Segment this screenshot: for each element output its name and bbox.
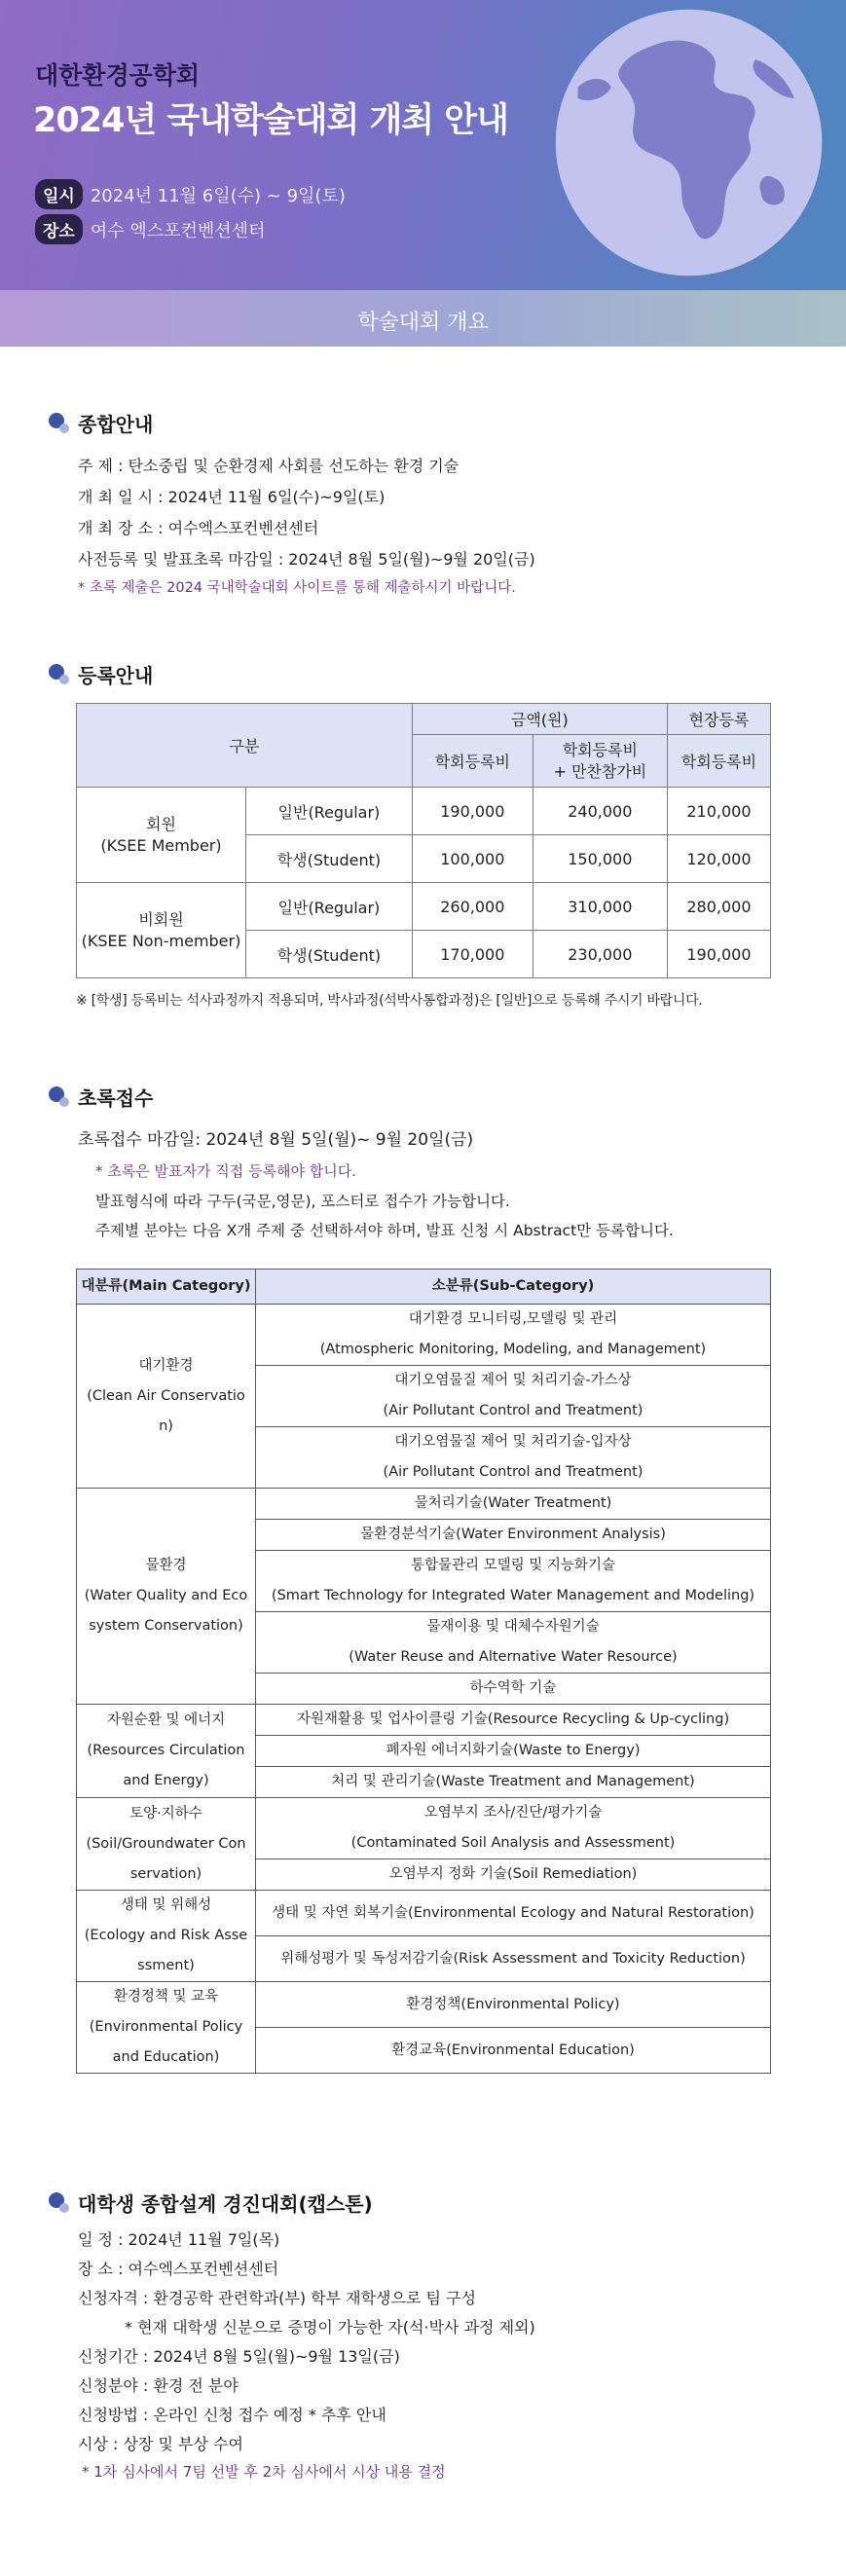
capstone-note: * 1차 심사에서 7팀 선발 후 2차 심사에서 시상 내용 결정	[82, 2463, 446, 2481]
cat-main-cell	[77, 1798, 256, 1891]
capstone-heading	[49, 2189, 373, 2217]
capstone-award: 시상 : 상장 및 부상 수여	[78, 2435, 243, 2453]
cat-sub-line: 하수역학 기술	[469, 1680, 557, 1696]
cat-sub-cell	[256, 2028, 771, 2074]
reg-type: 일반(Regular)	[246, 883, 413, 931]
reg-fee: 190,000	[412, 788, 533, 835]
bullet-dot-icon	[49, 2192, 70, 2214]
cat-main-line: (Environmental Policy	[89, 2019, 243, 2035]
cat-main-line: (Resources Circulation	[87, 1743, 245, 1758]
cat-sub-cell	[256, 1936, 771, 1982]
reg-fee-banquet: 150,000	[533, 835, 667, 883]
general-venue: 개 최 장 소 : 여수엑스포컨벤션센터	[78, 519, 319, 537]
date-label: 일시	[35, 179, 83, 209]
cat-sub-line: (Smart Technology for Integrated Water Management and Modeling)	[271, 1588, 755, 1603]
overview-band-label: 학술대회 개요	[357, 311, 489, 335]
cat-main-line: 자원순환 및 에너지	[106, 1712, 226, 1728]
cat-sub-line: 위해성평가 및 독성저감기술(Risk Assessment and Toxicity Reduction)	[280, 1950, 746, 1967]
cat-sub-cell	[256, 1489, 771, 1520]
cat-sub-cell	[256, 1736, 771, 1767]
reg-onsite: 210,000	[667, 788, 770, 835]
cat-sub-cell	[256, 1767, 771, 1798]
reg-group-member	[77, 788, 246, 883]
reg-col-category: 구분	[77, 704, 413, 788]
cat-main-line: system Conservation)	[89, 1618, 243, 1634]
registration-table	[76, 703, 771, 978]
abstract-heading	[49, 1083, 153, 1111]
reg-col-amount: 금액(원)	[412, 704, 667, 735]
general-date: 개 최 일 시 : 2024년 11월 6일(수)~9일(토)	[78, 488, 386, 506]
cat-sub-line: 물재이용 및 대체수자원기술	[426, 1619, 600, 1635]
bullet-dot-icon	[49, 413, 70, 434]
abstract-note: * 초록은 발표자가 직접 등록해야 합니다.	[95, 1162, 356, 1180]
cat-main-line: (Water Quality and Eco	[84, 1588, 248, 1603]
venue-row	[35, 214, 265, 244]
reg-sub-fee-banquet	[533, 735, 667, 788]
cat-sub-cell	[256, 1520, 771, 1551]
reg-sub-fee-banquet-line1: 학회등록비	[562, 740, 638, 759]
cat-sub-line: 환경정책(Environmental Policy)	[406, 1996, 620, 2012]
cat-main-cell	[77, 1891, 256, 1982]
registration-note: ※ [학생] 등록비는 석사과정까지 적용되며, 박사과정(석박사통합과정)은 [일반]으로 등록해 주시기 바랍니다.	[76, 993, 703, 1009]
cat-sub-line: (Air Pollutant Control and Treatment)	[383, 1403, 644, 1418]
reg-sub-onsite-fee: 학회등록비	[667, 735, 770, 788]
reg-sub-fee: 학회등록비	[412, 735, 533, 788]
abstract-deadline: 초록접수 마감일: 2024년 8월 5일(월)~ 9월 20일(금)	[78, 1130, 474, 1150]
cat-sub-line: (Air Pollutant Control and Treatment)	[383, 1464, 644, 1480]
general-heading	[49, 409, 153, 437]
venue-label: 장소	[35, 214, 83, 244]
cat-sub-cell	[256, 1305, 771, 1366]
organization-name: 대한환경공학회	[35, 61, 201, 90]
table-row	[77, 1891, 771, 1936]
capstone-heading-text: 대학생 종합설계 경진대회(캡스톤)	[78, 2192, 373, 2216]
cat-sub-line: 물환경분석기술(Water Environment Analysis)	[360, 1527, 666, 1542]
reg-group-name-en: (KSEE Non-member)	[81, 931, 241, 950]
reg-fee: 260,000	[412, 883, 533, 931]
reg-onsite: 120,000	[667, 835, 770, 883]
reg-fee-banquet: 240,000	[533, 788, 667, 835]
general-note: * 초록 제출은 2024 국내학술대회 사이트를 통해 제출하시기 바랍니다.	[78, 580, 516, 596]
cat-col-sub: 소분류(Sub-Category)	[256, 1270, 771, 1305]
cat-sub-cell	[256, 1366, 771, 1427]
cat-sub-cell	[256, 1551, 771, 1612]
cat-sub-line: (Contaminated Soil Analysis and Assessment)	[350, 1835, 676, 1851]
table-row	[77, 788, 771, 835]
cat-main-cell	[77, 1489, 256, 1705]
cat-sub-line: 대기오염물질 제어 및 처리기술-가스상	[394, 1373, 632, 1388]
cat-main-line: (Ecology and Risk Asse	[84, 1928, 248, 1943]
cat-sub-line: 오염부지 조사/진단/평가기술	[423, 1805, 603, 1821]
cat-main-line: and Energy)	[123, 1773, 209, 1788]
capstone-date: 일 정 : 2024년 11월 7일(목)	[78, 2230, 280, 2249]
abstract-format: 발표형식에 따라 구두(국문,영문), 포스터로 접수가 가능합니다.	[95, 1193, 510, 1210]
page-title: 2024년 국내학술대회 개최 안내	[33, 101, 508, 140]
registration-heading	[49, 660, 153, 688]
date-value: 2024년 11월 6일(수) ~ 9일(토)	[90, 185, 346, 206]
reg-type: 일반(Regular)	[246, 788, 413, 835]
reg-type: 학생(Student)	[246, 835, 413, 883]
venue-value: 여수 엑스포컨벤션센터	[90, 220, 266, 241]
capstone-method: 신청방법 : 온라인 신청 접수 예정 * 추후 안내	[78, 2406, 386, 2424]
header-banner	[0, 0, 846, 290]
reg-sub-fee-banquet-line2: + 만찬참가비	[553, 761, 647, 781]
table-row	[77, 883, 771, 931]
bullet-dot-icon	[49, 1086, 70, 1108]
category-table	[76, 1269, 771, 2074]
cat-sub-line: 생태 및 자연 회복기술(Environmental Ecology and Natural Restoration)	[272, 1904, 754, 1921]
cat-sub-line: 환경교육(Environmental Education)	[391, 2042, 635, 2058]
cat-sub-line: 물처리기술(Water Treatment)	[414, 1495, 612, 1511]
cat-sub-line: 처리 및 관리기술(Waste Treatment and Management)	[331, 1774, 695, 1789]
reg-group-name: 회원	[146, 814, 176, 833]
cat-main-line: 물환경	[145, 1558, 187, 1573]
cat-main-cell	[77, 1982, 256, 2074]
reg-fee: 100,000	[412, 835, 533, 883]
general-heading-text: 종합안내	[78, 413, 154, 436]
cat-main-line: 생태 및 위해성	[120, 1897, 212, 1913]
capstone-period: 신청기간 : 2024년 8월 5일(월)~9월 13일(금)	[78, 2347, 400, 2366]
reg-fee-banquet: 310,000	[533, 883, 667, 931]
cat-main-line: and Education)	[112, 2049, 220, 2065]
reg-fee: 170,000	[412, 931, 533, 978]
cat-sub-line: 대기환경 모니터링,모델링 및 관리	[408, 1311, 618, 1327]
reg-group-name: 비회원	[138, 909, 184, 929]
cat-sub-cell	[256, 1982, 771, 2028]
cat-sub-cell	[256, 1798, 771, 1859]
cat-main-line: servation)	[129, 1865, 202, 1882]
reg-group-nonmember	[77, 883, 246, 978]
cat-main-line: 환경정책 및 교육	[113, 1989, 219, 2005]
general-topic: 주 제 : 탄소중립 및 순환경제 사회를 선도하는 환경 기술	[78, 457, 460, 475]
globe-icon	[550, 4, 828, 281]
table-row	[77, 1489, 771, 1520]
bullet-dot-icon	[49, 664, 70, 685]
cat-sub-line: 오염부지 정화 기술(Soil Remediation)	[388, 1866, 638, 1882]
cat-sub-line: 폐자원 에너지화기술(Waste to Energy)	[386, 1743, 641, 1758]
cat-sub-cell	[256, 1891, 771, 1936]
cat-sub-cell	[256, 1427, 771, 1489]
cat-main-line: 대기환경	[138, 1357, 194, 1374]
cat-sub-line: 통합물관리 모델링 및 지능화기술	[411, 1558, 615, 1573]
registration-heading-text: 등록안내	[78, 664, 154, 687]
cat-main-line: (Soil/Groundwater Con	[86, 1835, 246, 1852]
cat-sub-line: (Water Reuse and Alternative Water Resource)	[349, 1649, 678, 1665]
table-row	[77, 1305, 771, 1366]
cat-main-line: 토양·지하수	[129, 1805, 202, 1822]
cat-sub-cell	[256, 1705, 771, 1736]
reg-col-onsite: 현장등록	[667, 704, 770, 735]
capstone-eligibility-note: * 현재 대학생 신분으로 증명이 가능한 자(석·박사 과정 제외)	[125, 2318, 535, 2337]
table-row	[77, 1798, 771, 1859]
cat-sub-cell	[256, 1859, 771, 1891]
reg-onsite: 280,000	[667, 883, 770, 931]
table-row	[77, 1982, 771, 2028]
cat-sub-cell	[256, 1674, 771, 1705]
reg-fee-banquet: 230,000	[533, 931, 667, 978]
reg-group-name-en: (KSEE Member)	[100, 835, 222, 855]
cat-main-cell	[77, 1705, 256, 1798]
cat-main-line: ssment)	[137, 1958, 195, 1973]
cat-main-line: n)	[159, 1417, 173, 1434]
general-deadline: 사전등록 및 발표초록 마감일 : 2024년 8월 5일(월)~9월 20일(금)	[78, 550, 535, 569]
table-row	[77, 1705, 771, 1736]
overview-band	[0, 290, 846, 347]
date-row	[35, 179, 346, 209]
cat-sub-line: 자원재활용 및 업사이클링 기술(Resource Recycling & Up-cycling)	[296, 1711, 730, 1727]
cat-sub-line: 대기오염물질 제어 및 처리기술-입자상	[394, 1434, 632, 1450]
cat-sub-line: (Atmospheric Monitoring, Modeling, and Management)	[319, 1342, 707, 1357]
capstone-venue: 장 소 : 여수엑스포컨벤션센터	[78, 2260, 279, 2278]
abstract-topic-info: 주제별 분야는 다음 X개 주제 중 선택하셔야 하며, 발표 신청 시 Abstract만 등록합니다.	[95, 1222, 674, 1239]
abstract-heading-text: 초록접수	[78, 1086, 154, 1110]
reg-type: 학생(Student)	[246, 931, 413, 978]
capstone-eligibility: 신청자격 : 환경공학 관련학과(부) 학부 재학생으로 팀 구성	[78, 2289, 476, 2307]
cat-main-cell	[77, 1305, 256, 1489]
cat-col-main: 대분류(Main Category)	[77, 1270, 256, 1305]
cat-sub-cell	[256, 1612, 771, 1674]
cat-main-line: (Clean Air Conservatio	[87, 1387, 245, 1404]
capstone-field: 신청분야 : 환경 전 분야	[78, 2376, 239, 2395]
reg-onsite: 190,000	[667, 931, 770, 978]
